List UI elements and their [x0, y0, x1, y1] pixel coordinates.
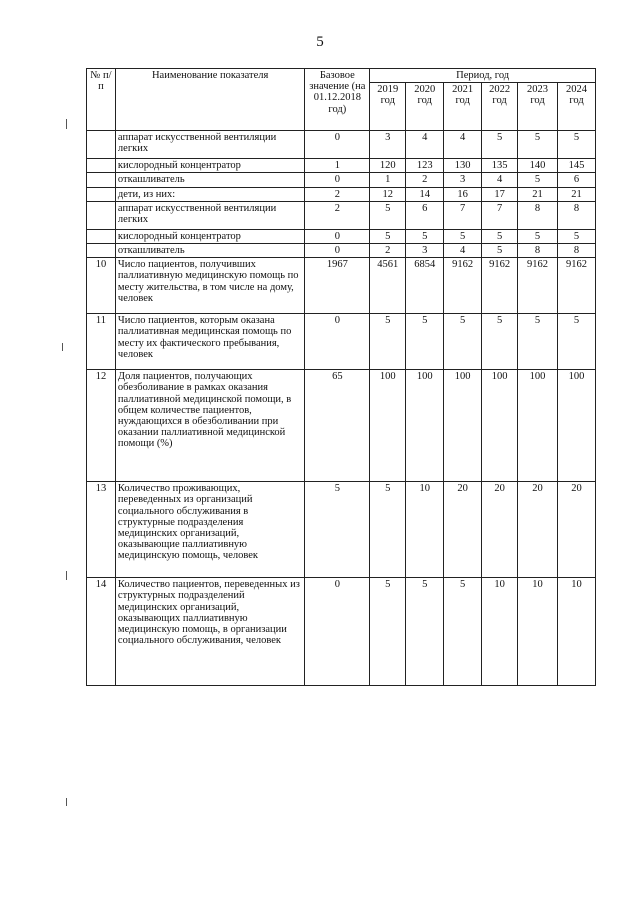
row-name: кислородный концентратор: [115, 159, 304, 173]
table-body: [87, 131, 596, 686]
row-num: [87, 187, 116, 201]
row-value: 2: [370, 244, 406, 258]
row-num: [87, 244, 116, 258]
row-value: 3: [370, 131, 406, 159]
row-value: 5: [406, 229, 444, 243]
row-value: 1: [370, 173, 406, 187]
row-value: 21: [558, 187, 596, 201]
row-value: 12: [370, 187, 406, 201]
row-value: 5: [406, 578, 444, 686]
row-value: 100: [406, 370, 444, 482]
row-value: 14: [406, 187, 444, 201]
table-row: [87, 370, 596, 482]
row-value: 21: [518, 187, 558, 201]
row-value: 145: [558, 159, 596, 173]
row-base: 5: [305, 482, 370, 578]
row-base: 1967: [305, 258, 370, 314]
row-value: 20: [558, 482, 596, 578]
scan-artifact-mark: [66, 798, 67, 806]
row-base: 0: [305, 314, 370, 370]
row-value: 5: [370, 482, 406, 578]
page-number: 5: [316, 34, 324, 50]
row-value: 5: [482, 131, 518, 159]
row-value: 100: [558, 370, 596, 482]
row-value: 100: [518, 370, 558, 482]
header-period: Период, год: [370, 69, 596, 83]
row-value: 4: [482, 173, 518, 187]
row-value: 5: [444, 229, 482, 243]
row-value: 20: [518, 482, 558, 578]
row-value: 5: [370, 314, 406, 370]
row-value: 5: [482, 314, 518, 370]
row-value: 6: [558, 173, 596, 187]
table-row: [87, 159, 596, 173]
row-value: 3: [444, 173, 482, 187]
row-value: 2: [406, 173, 444, 187]
row-num: 11: [87, 314, 116, 370]
row-value: 8: [518, 244, 558, 258]
row-value: 4: [406, 131, 444, 159]
row-value: 20: [482, 482, 518, 578]
row-value: 100: [444, 370, 482, 482]
table-row: [87, 314, 596, 370]
header-year: 2024 год: [558, 83, 596, 131]
row-value: 20: [444, 482, 482, 578]
row-base: 2: [305, 187, 370, 201]
row-name: откашливатель: [115, 173, 304, 187]
row-value: 4: [444, 244, 482, 258]
header-year: 2021 год: [444, 83, 482, 131]
row-num: 12: [87, 370, 116, 482]
table-row: [87, 201, 596, 229]
header-name: Наименование показателя: [115, 69, 304, 131]
header-year: 2023 год: [518, 83, 558, 131]
row-value: 5: [482, 229, 518, 243]
table-row: [87, 482, 596, 578]
row-value: 16: [444, 187, 482, 201]
header-year: 2022 год: [482, 83, 518, 131]
row-num: [87, 201, 116, 229]
row-base: 1: [305, 159, 370, 173]
row-num: [87, 173, 116, 187]
table-row: [87, 173, 596, 187]
row-value: 5: [518, 131, 558, 159]
row-value: 5: [370, 578, 406, 686]
table-row: [87, 244, 596, 258]
row-value: 10: [406, 482, 444, 578]
row-value: 6854: [406, 258, 444, 314]
row-value: 9162: [444, 258, 482, 314]
row-value: 4: [444, 131, 482, 159]
row-name: Число пациентов, которым оказана паллиативная медицинская помощь по месту их фактического пребывания, человек: [115, 314, 304, 370]
row-value: 123: [406, 159, 444, 173]
row-value: 5: [370, 229, 406, 243]
header-num: № п/п: [87, 69, 116, 131]
row-value: 100: [370, 370, 406, 482]
row-value: 10: [558, 578, 596, 686]
table-row: [87, 578, 596, 686]
row-value: 5: [518, 229, 558, 243]
row-value: 9162: [518, 258, 558, 314]
row-value: 7: [482, 201, 518, 229]
table-row: [87, 229, 596, 243]
row-num: [87, 131, 116, 159]
row-value: 17: [482, 187, 518, 201]
row-value: 5: [558, 131, 596, 159]
scan-artifact-mark: [62, 343, 63, 351]
table-header: [87, 69, 596, 131]
row-value: 10: [482, 578, 518, 686]
row-base: 2: [305, 201, 370, 229]
row-name: дети, из них:: [115, 187, 304, 201]
row-num: [87, 229, 116, 243]
row-value: 5: [482, 244, 518, 258]
row-value: 140: [518, 159, 558, 173]
row-value: 130: [444, 159, 482, 173]
row-value: 120: [370, 159, 406, 173]
row-name: аппарат искусственной вентиляции легких: [115, 131, 304, 159]
header-year: 2020 год: [406, 83, 444, 131]
row-value: 9162: [482, 258, 518, 314]
row-num: 14: [87, 578, 116, 686]
row-value: 7: [444, 201, 482, 229]
row-value: 10: [518, 578, 558, 686]
row-value: 4561: [370, 258, 406, 314]
row-num: 13: [87, 482, 116, 578]
row-name: кислородный концентратор: [115, 229, 304, 243]
table-row: [87, 187, 596, 201]
row-value: 5: [558, 314, 596, 370]
table-row: [87, 258, 596, 314]
row-base: 0: [305, 578, 370, 686]
row-value: 5: [444, 314, 482, 370]
header-base: Базовое значение (на 01.12.2018 год): [305, 69, 370, 131]
row-num: 10: [87, 258, 116, 314]
row-name: Число пациентов, получивших паллиативную медицинскую помощь по месту жительства, в том числе на дому, человек: [115, 258, 304, 314]
row-value: 8: [558, 201, 596, 229]
row-value: 6: [406, 201, 444, 229]
row-value: 8: [518, 201, 558, 229]
indicators-table: [86, 68, 596, 686]
row-name: аппарат искусственной вентиляции легких: [115, 201, 304, 229]
row-base: 0: [305, 229, 370, 243]
row-value: 8: [558, 244, 596, 258]
row-name: Количество проживающих, переведенных из организаций социального обслуживания в структурные подразделения медицинских организаций, оказывающие паллиативную медицинскую помощь, человек: [115, 482, 304, 578]
row-value: 100: [482, 370, 518, 482]
table-row: [87, 131, 596, 159]
row-base: 65: [305, 370, 370, 482]
row-num: [87, 159, 116, 173]
row-value: 5: [518, 173, 558, 187]
row-value: 5: [406, 314, 444, 370]
row-name: откашливатель: [115, 244, 304, 258]
row-value: 5: [370, 201, 406, 229]
row-name: Количество пациентов, переведенных из структурных подразделений медицинских организаций, оказывающих паллиативную медицинскую помощь, в организации социального обслуживания, человек: [115, 578, 304, 686]
row-value: 5: [518, 314, 558, 370]
row-base: 0: [305, 131, 370, 159]
row-value: 5: [444, 578, 482, 686]
row-base: 0: [305, 244, 370, 258]
row-base: 0: [305, 173, 370, 187]
scan-artifact-mark: [66, 571, 67, 580]
scan-artifact-mark: [66, 119, 67, 129]
row-value: 5: [558, 229, 596, 243]
row-value: 9162: [558, 258, 596, 314]
row-name: Доля пациентов, получающих обезболивание в рамках оказания паллиативной медицинской помощи, в общем количестве пациентов, нуждающихся в обезболивании при оказании паллиативной медицинской помощи (%): [115, 370, 304, 482]
header-year: 2019 год: [370, 83, 406, 131]
row-value: 3: [406, 244, 444, 258]
row-value: 135: [482, 159, 518, 173]
